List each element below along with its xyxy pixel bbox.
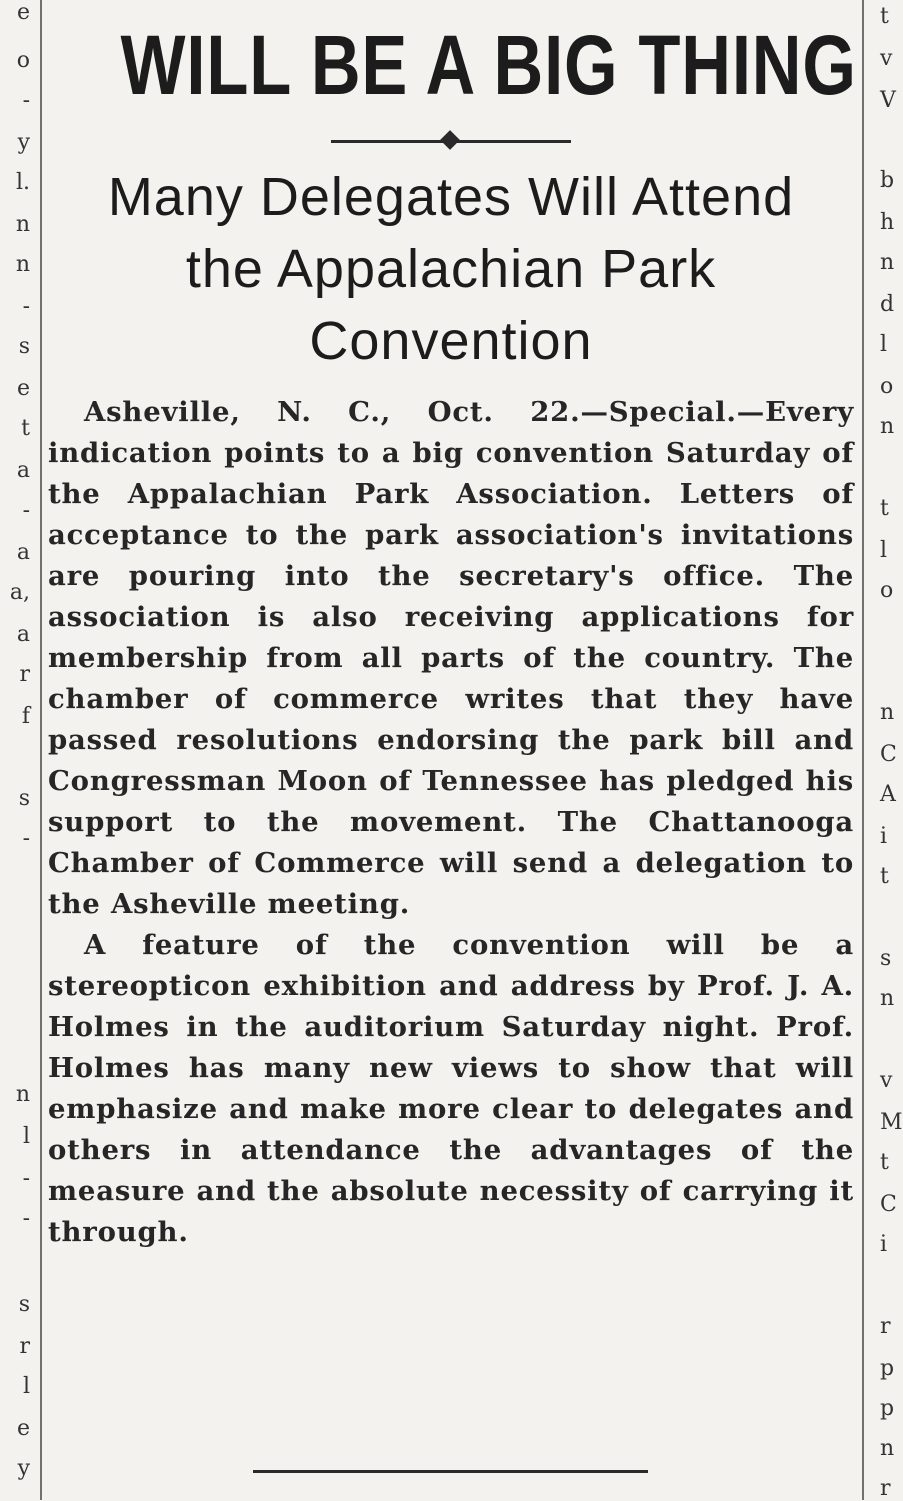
column-fragment: - [22,1166,30,1191]
column-fragment: - [22,498,30,523]
column-fragment: y [17,1456,30,1481]
column-fragment: o [16,48,30,73]
article-paragraph: Asheville, N. C., Oct. 22.—Special.—Every indication points to a big convention Saturday of the Appalachian Park Association. Letters of acceptance to the park association's invitations are pouring into the secretary's office. The association is also receiving applications for membership from all parts of the country. The chamber of commerce writes that they have passed resolutions endorsing the park bill and Congressman Moon of Tennessee has pledged his support to the movement. The Chattanooga Chamber of Commerce will send a delegation to the Asheville meeting. [48,395,854,920]
column-fragment: t [21,416,30,441]
column-fragment: b [880,168,895,193]
column-fragment: s [880,946,892,971]
column-fragment: h [880,210,895,235]
column-fragment: i [880,824,888,849]
subheadline-line: Many Delegates Will Attend [107,167,795,228]
column-fragment: e [16,1416,30,1441]
column-fragment: r [19,1334,30,1359]
column-fragment: p [880,1356,895,1381]
subheadline-line: the Appalachian Park [185,238,717,299]
column-fragment: n [880,1436,895,1461]
column-fragment: d [880,292,895,317]
column-fragment: e [16,376,30,401]
column-fragment: n [15,1082,30,1107]
subheadline [48,162,854,377]
news-article [48,18,857,1253]
article-paragraph: A feature of the convention will be a stereopticon exhibition and address by Prof. J. A. Holmes in the auditorium Saturday night. Prof. Holmes has many new views to show that will emphasize and make more clear to delegates and others in attendance the advantages of the measure and the absolute necessity of carrying it through. [48,928,854,1248]
column-fragment: - [22,826,30,851]
column-fragment: a [16,540,30,565]
column-fragment: i [880,1232,888,1257]
column-fragment: l [880,538,888,563]
column-fragment: o [880,578,894,603]
column-fragment: n [880,700,895,725]
column-fragment: l [880,332,888,357]
article-end-rule [253,1470,648,1473]
column-fragment: s [18,786,30,811]
column-fragment: l. [15,170,30,195]
column-fragment: n [15,252,30,277]
diamond-ornament-icon [440,130,460,150]
column-rule-left [40,0,42,1500]
headline-divider [331,130,571,152]
column-fragment: a [16,622,30,647]
column-fragment: - [22,88,30,113]
column-fragment: l [22,1124,30,1149]
column-fragment: v [880,46,893,71]
column-fragment: l [22,1374,30,1399]
column-fragment: n [880,414,895,439]
column-fragment: C [880,742,897,767]
column-fragment: t [880,1150,889,1175]
subheadline-line: Convention [309,310,593,371]
column-fragment: V [880,88,896,113]
column-fragment: r [880,1314,891,1339]
column-fragment: n [880,986,895,1011]
column-fragment: - [22,294,30,319]
headline: WILL BE A BIG THING [120,18,857,112]
column-fragment: A [880,782,896,807]
article-body [48,392,854,1253]
column-fragment: s [18,334,30,359]
column-fragment: M [880,1110,903,1135]
column-fragment: y [17,130,30,155]
column-fragment: v [880,1068,893,1093]
column-rule-right [862,0,864,1500]
column-fragment: n [15,212,30,237]
column-fragment: t [880,864,889,889]
column-fragment: t [880,4,889,29]
column-fragment: s [18,1292,30,1317]
column-fragment: a [16,458,30,483]
column-fragment: f [21,704,30,729]
column-fragment: e [16,0,30,25]
column-fragment: - [22,1206,30,1231]
column-fragment: C [880,1192,897,1217]
column-fragment: n [880,250,895,275]
column-fragment: p [880,1396,895,1421]
column-fragment: r [19,662,30,687]
column-fragment: t [880,496,889,521]
column-fragment: r [880,1476,891,1501]
column-fragment: o [880,374,894,399]
column-fragment: a, [9,580,30,605]
